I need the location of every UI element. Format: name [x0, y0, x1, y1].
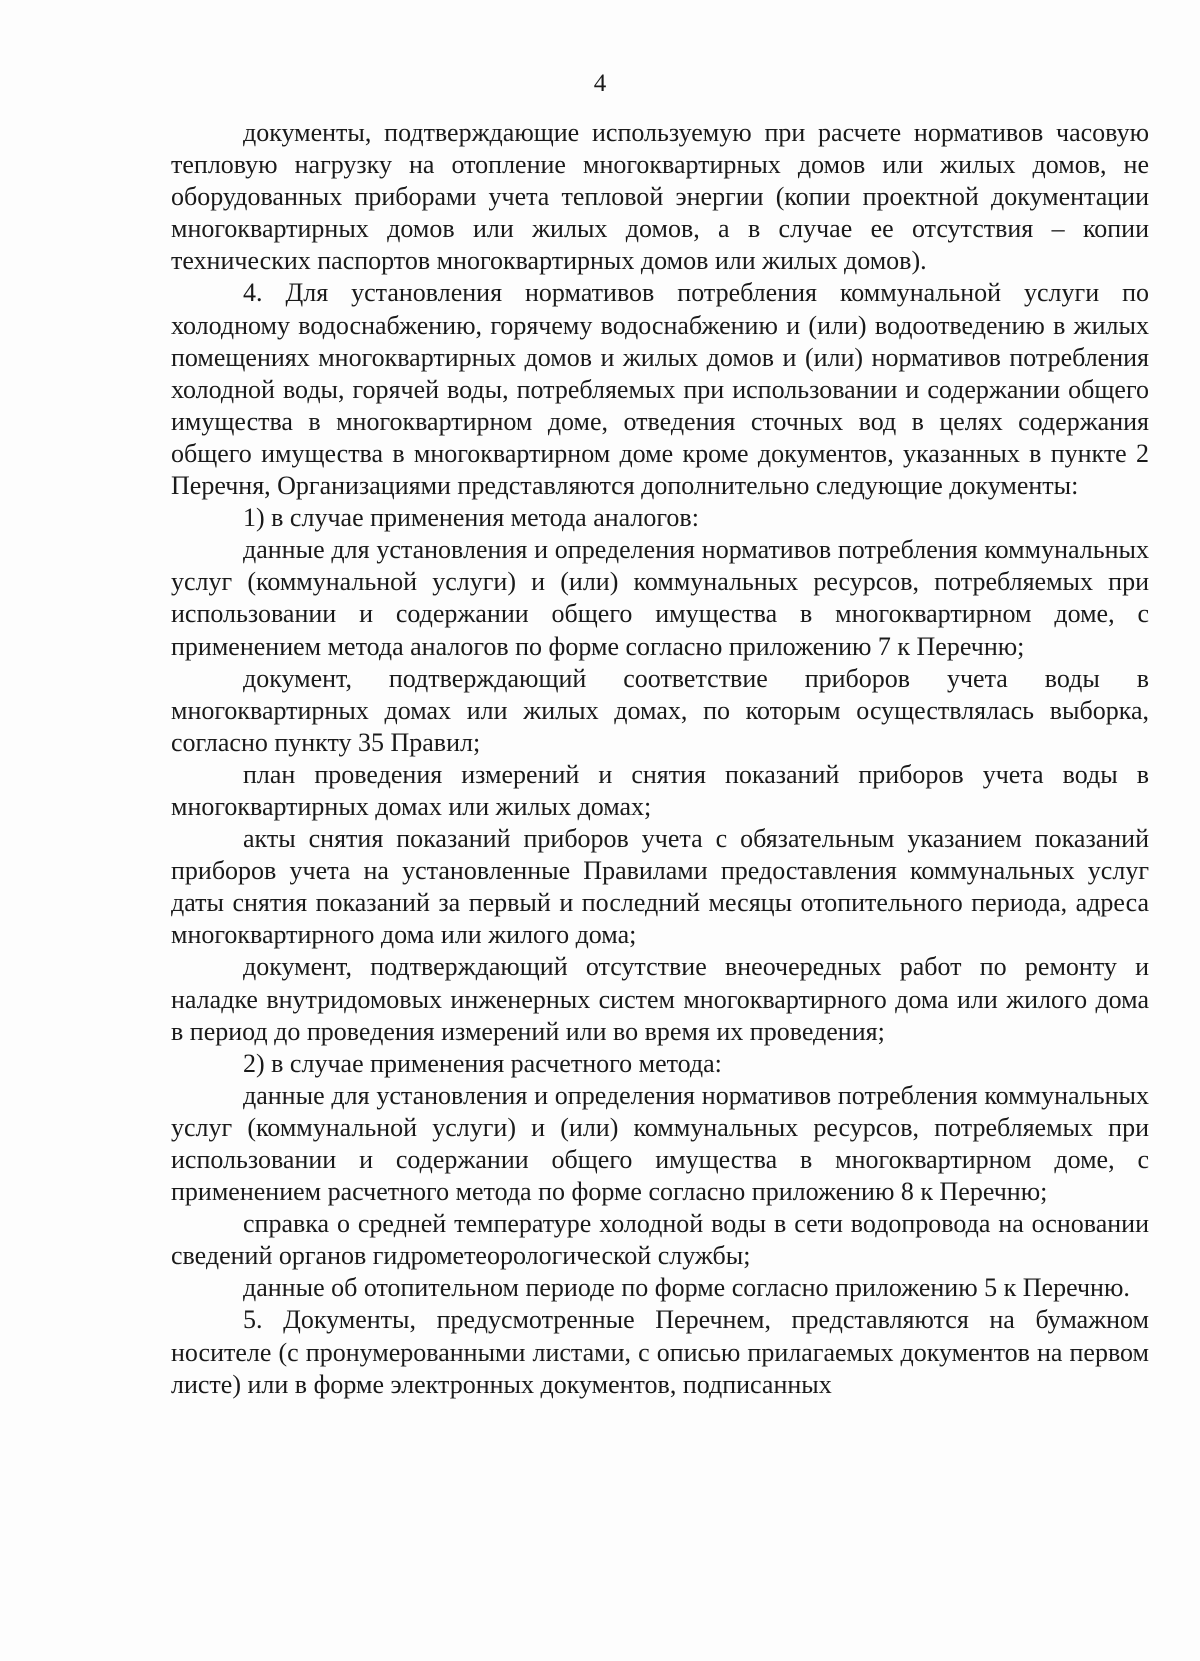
paragraph-heat-load-documents: документы, подтверждающие используемую при расчете нормативов часовую тепловую нагрузку на отопление многоквартирных домов или жилых домов, не оборудованных приборами учета тепловой энергии (копии проектной документации многоквартирных домов или жилых домов, а в случае ее отсутствия – копии технических паспортов многоквартирных домов или жилых домов). — [171, 118, 1149, 276]
paragraph-meter-conformity: документ, подтверждающий соответствие приборов учета воды в многоквартирных домах или жилых домах, по которым осуществлялась выборка, согласно пункту 35 Правил; — [171, 663, 1149, 757]
document-body — [171, 117, 1149, 1401]
subitem-calculation-method: 2) в случае применения расчетного метода: — [243, 1048, 722, 1078]
paragraph-heating-period: данные об отопительном периоде по форме согласно приложению 5 к Перечню. — [243, 1273, 1130, 1303]
paragraph-calculation-data: данные для установления и определения нормативов потребления коммунальных услуг (коммунальной услуги) и (или) коммунальных ресурсов, потребляемых при использовании и содержании общего имущества в многоквартирном доме, с применением расчетного метода по форме согласно приложению 8 к Перечню; — [171, 1080, 1149, 1207]
paragraph-item-5: 5. Документы, предусмотренные Перечнем, представляются на бумажном носителе (с пронумерованными листами, с описью прилагаемых документов на первом листе) или в форме электронных документов, подписанных — [171, 1305, 1149, 1399]
paragraph-meter-reading-acts: акты снятия показаний приборов учета с обязательным указанием показаний приборов учета на установленные Правилами предоставления коммунальных услуг даты снятия показаний за первый и последний месяцы отопительного периода, адреса многоквартирного дома или жилого дома; — [171, 824, 1149, 950]
paragraph-analog-data: данные для установления и определения нормативов потребления коммунальных услуг (коммунальной услуги) и (или) коммунальных ресурсов, потребляемых при использовании и содержании общего имущества в многоквартирном доме, с применением метода аналогов по форме согласно приложению 7 к Перечню; — [171, 535, 1149, 661]
subitem-analog-method: 1) в случае применения метода аналогов: — [243, 503, 699, 533]
paragraph-no-extra-repairs: документ, подтверждающий отсутствие внеочередных работ по ремонту и наладке внутридомовых инженерных систем многоквартирного дома или жилого дома в период до проведения измерений или во время их проведения; — [171, 952, 1149, 1046]
page-number: 4 — [593, 70, 607, 97]
paragraph-measurement-plan: план проведения измерений и снятия показаний приборов учета воды в многоквартирных домах или жилых домах; — [171, 759, 1149, 821]
paragraph-item-4: 4. Для установления нормативов потребления коммунальной услуги по холодному водоснабжению, горячему водоснабжению и (или) водоотведению в жилых помещениях многоквартирных домов и жилых домов и (или) нормативов потребления холодной воды, горячей воды, потребляемых при использовании и содержании общего имущества в многоквартирном доме, отведения сточных вод в целях содержания общего имущества в многоквартирном доме кроме документов, указанных в пункте 2 Перечня, Организациями представляются дополнительно следующие документы: — [171, 278, 1149, 501]
paragraph-water-temperature: справка о средней температуре холодной воды в сети водопровода на основании сведений органов гидрометеорологической службы; — [171, 1209, 1149, 1271]
